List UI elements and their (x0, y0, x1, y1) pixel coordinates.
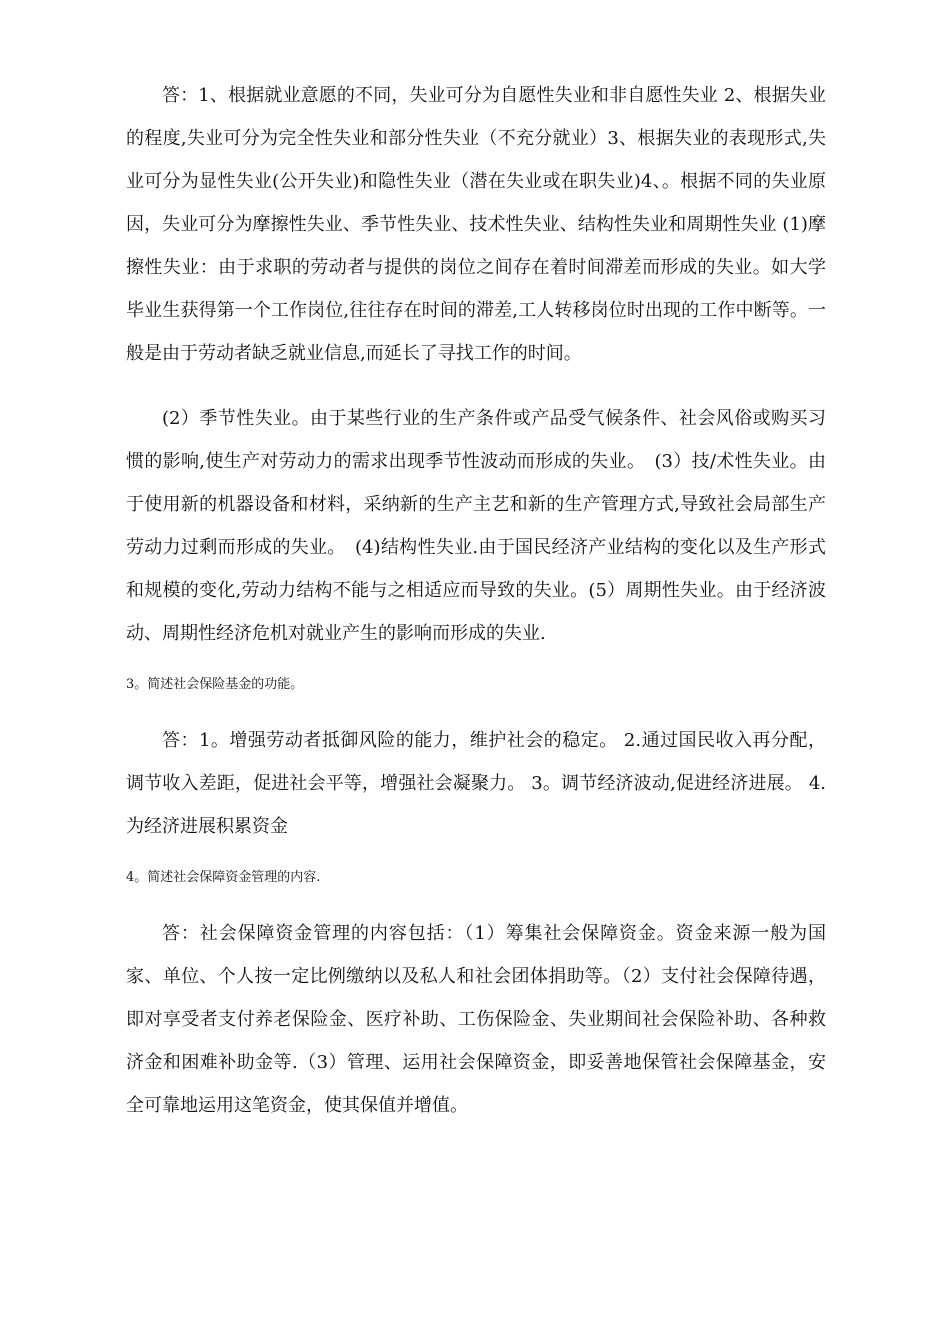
answer-paragraph-4: 答：社会保障资金管理的内容包括：（1）筹集社会保障资金。资金来源一般为国家、单位、个人按一定比例缴纳以及私人和社会团体捐助等。（2）支付社会保障待遇，即对享受者支付养老保险金、医疗补助、工伤保险金、失业期间社会保险补助、各种救济金和困难补助金等.（3）管理、运用社会保障资金，即妥善地保管社会保障基金，安全可靠地运用这笔资金，使其保值并增值。 (126, 923, 826, 1116)
question-heading-4: 4。简述社会保障资金管理的内容. (126, 870, 321, 885)
question-heading-3: 3。简述社会保险基金的功能。 (126, 677, 304, 692)
answer-paragraph-unemployment-details: (2）季节性失业。由于某些行业的生产条件或产品受气候条件、社会风俗或购买习惯的影响,使生产对劳动力的需求出现季节性波动而形成的失业。 (3）技/术性失业。由于使用新的机器设备和材料，采纳新的生产主艺和新的生产管理方式,导致社会局部生产劳动力过剩而形成的失业。 (4)结构性失业.由于国民经济产业结构的变化以及生产形式和规模的变化,劳动力结构不能与之相适应而导致的失业。(5）周期性失业。由于经济波动、周期性经济危机对就业产生的影响而形成的失业. (126, 408, 826, 644)
answer-paragraph-3: 答：1。增强劳动者抵御风险的能力，维护社会的稳定。 2.通过国民收入再分配，调节收入差距，促进社会平等，增强社会凝聚力。 3。调节经济波动,促进经济进展。 4.为经济进展积累资金 (126, 730, 826, 837)
answer-paragraph-unemployment-types: 答：1、根据就业意愿的不同，失业可分为自愿性失业和非自愿性失业 2、根据失业的程度,失业可分为完全性失业和部分性失业（不充分就业）3、根据失业的表现形式,失业可分为显性失业(公开失业)和隐性失业（潜在失业或在职失业)4、。根据不同的失业原因，失业可分为摩擦性失业、季节性失业、技术性失业、结构性失业和周期性失业 (1)摩擦性失业：由于求职的劳动者与提供的岗位之间存在着时间滞差而形成的失业。如大学毕业生获得第一个工作岗位,往往存在时间的滞差,工人转移岗位时出现的工作中断等。一般是由于劳动者缺乏就业信息,而延长了寻找工作的时间。 (126, 85, 826, 364)
document-page (126, 74, 826, 1127)
